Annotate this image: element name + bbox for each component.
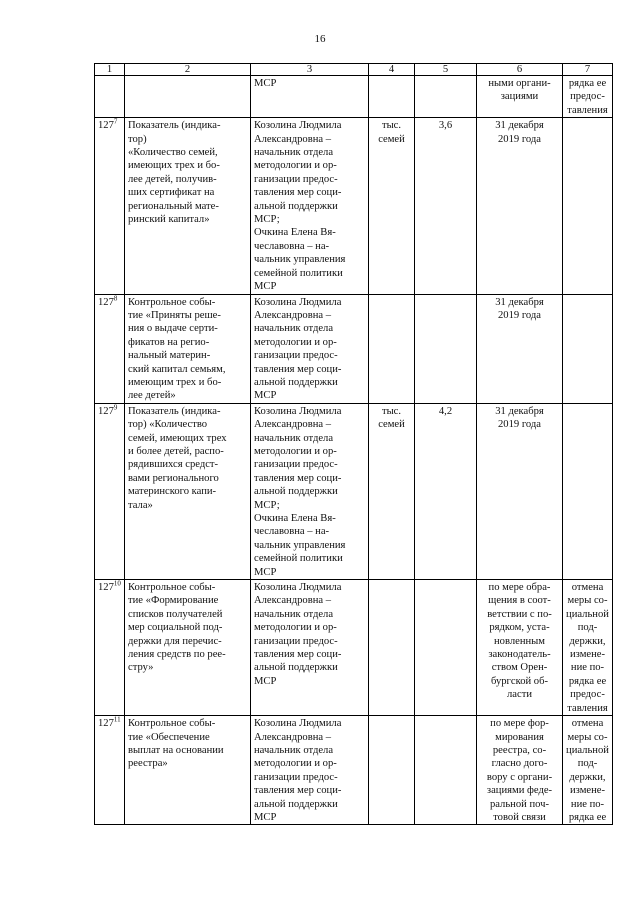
- value-cell: [415, 294, 477, 403]
- column-header: 1: [95, 64, 125, 76]
- note-cell: [563, 118, 613, 294]
- responsible-person: Козолина Людмила Александровна – начальник отдела методологии и ор- ганизации предос- тавления мер соци- альной поддержки МСР; Очкина Елена Вя- чеславовна – на- чальник управления семейной политики МСР: [251, 118, 369, 294]
- row-number-main: 127: [98, 582, 114, 594]
- unit-cell: тыс. семей: [369, 403, 415, 579]
- plan-table: [94, 63, 613, 825]
- value-cell: [415, 76, 477, 118]
- value-cell: 3,6: [415, 118, 477, 294]
- note-cell: рядка ее предос- тавления: [563, 76, 613, 118]
- responsible-person: Козолина Людмила Александровна – начальник отдела методологии и ор- ганизации предос- тавления мер соци- альной поддержки МСР: [251, 716, 369, 825]
- responsible-person: Козолина Людмила Александровна – начальник отдела методологии и ор- ганизации предос- тавления мер соци- альной поддержки МСР; Очкина Елена Вя- чеславовна – на- чальник управления семейной политики МСР: [251, 403, 369, 579]
- row-number-sup: 10: [113, 579, 121, 588]
- column-header: 4: [369, 64, 415, 76]
- table-row: [95, 118, 613, 294]
- header-row: [95, 64, 613, 76]
- column-header: 7: [563, 64, 613, 76]
- column-header: 3: [251, 64, 369, 76]
- row-number: [95, 294, 125, 403]
- note-cell: [563, 403, 613, 579]
- row-number-main: 127: [98, 296, 114, 308]
- value-cell: [415, 580, 477, 716]
- deadline-cell: по мере фор- мирования реестра, со- гласно дого- вору с органи- зациями феде- ральной поч- товой связи: [477, 716, 563, 825]
- event-description: Показатель (индика- тор) «Количество семей, имеющих трех и бо- лее детей, получив- ших сертификат на региональный мате- ринский капитал»: [125, 118, 251, 294]
- row-number: [95, 580, 125, 716]
- row-number: [95, 716, 125, 825]
- table-row: [95, 403, 613, 579]
- note-cell: отмена меры со- циальной под- держки, измене- ние по- рядка ее предос- тавления: [563, 580, 613, 716]
- note-cell: [563, 294, 613, 403]
- row-number-main: 127: [98, 405, 114, 417]
- event-description: [125, 76, 251, 118]
- row-number-sup: 8: [113, 293, 118, 302]
- note-cell: отмена меры со- циальной под- держки, измене- ние по- рядка ее: [563, 716, 613, 825]
- row-number: [95, 118, 125, 294]
- column-header: 5: [415, 64, 477, 76]
- deadline-cell: 31 декабря 2019 года: [477, 403, 563, 579]
- row-number-sup: 11: [113, 715, 121, 724]
- unit-cell: [369, 580, 415, 716]
- event-description: Контрольное собы- тие «Приняты реше- ния о выдаче серти- фикатов на регио- нальный материн- ский капитал семьям, имеющим трех и бо- лее детей»: [125, 294, 251, 403]
- row-number-sup: 7: [113, 117, 118, 126]
- column-header: 6: [477, 64, 563, 76]
- table-row: [95, 580, 613, 716]
- event-description: Показатель (индика- тор) «Количество семей, имеющих трех и более детей, распо- рядившихся средст- вами регионального материнского капи- тала»: [125, 403, 251, 579]
- deadline-cell: по мере обра- щения в соот- ветствии с по- рядком, уста- новленным законодатель- ством Орен- бургской об- ласти: [477, 580, 563, 716]
- event-description: Контрольное собы- тие «Формирование списков получателей мер социальной под- держки для перечис- ления средств по рее- стру»: [125, 580, 251, 716]
- responsible-person: Козолина Людмила Александровна – начальник отдела методологии и ор- ганизации предос- тавления мер соци- альной поддержки МСР: [251, 294, 369, 403]
- event-description: Контрольное собы- тие «Обеспечение выплат на основании реестра»: [125, 716, 251, 825]
- responsible-person: МСР: [251, 76, 369, 118]
- deadline-cell: 31 декабря 2019 года: [477, 294, 563, 403]
- responsible-person: Козолина Людмила Александровна – начальник отдела методологии и ор- ганизации предос- тавления мер соци- альной поддержки МСР: [251, 580, 369, 716]
- unit-cell: [369, 294, 415, 403]
- row-number-main: 127: [98, 120, 114, 132]
- row-number: [95, 76, 125, 118]
- table-row: [95, 716, 613, 825]
- value-cell: 4,2: [415, 403, 477, 579]
- page-number: 16: [314, 33, 326, 45]
- table-row: [95, 76, 613, 118]
- row-number-main: 127: [98, 718, 114, 730]
- row-number: [95, 403, 125, 579]
- column-header: 2: [125, 64, 251, 76]
- row-number-sup: 9: [113, 403, 118, 412]
- unit-cell: [369, 76, 415, 118]
- unit-cell: [369, 716, 415, 825]
- value-cell: [415, 716, 477, 825]
- table-row: [95, 294, 613, 403]
- deadline-cell: ными органи- зациями: [477, 76, 563, 118]
- deadline-cell: 31 декабря 2019 года: [477, 118, 563, 294]
- unit-cell: тыс. семей: [369, 118, 415, 294]
